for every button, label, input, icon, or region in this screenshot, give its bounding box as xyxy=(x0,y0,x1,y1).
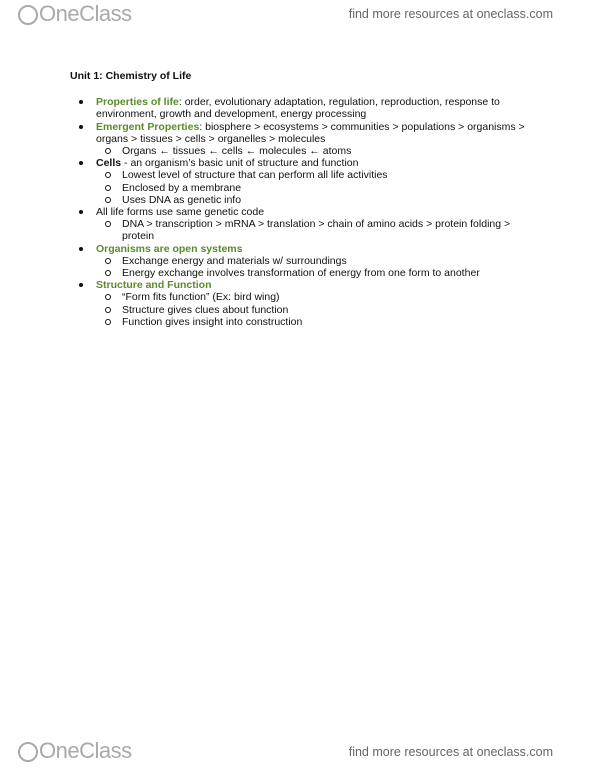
sub-list-item: Structure gives clues about function xyxy=(96,304,540,316)
document-title: Unit 1: Chemistry of Life xyxy=(70,70,192,82)
outline-item-text: : order, evolutionary adaptation, regulation, reproduction, response to environment, growth and development, energy processing xyxy=(96,96,500,121)
outline-item-text: - an organism’s basic unit of structure and function xyxy=(121,157,359,170)
sub-list-container xyxy=(70,145,540,157)
sub-list xyxy=(96,218,540,242)
outline-item-text: All life forms use same genetic code xyxy=(96,206,265,219)
outline-list xyxy=(70,96,540,328)
outline-item-heading: Cells xyxy=(96,157,122,170)
sub-list-container xyxy=(70,218,540,242)
sub-list xyxy=(96,169,540,206)
oneclass-logo-footer xyxy=(18,738,132,764)
outline-item-heading: Organisms are open systems xyxy=(96,242,243,255)
sub-list-item: “Form fits function” (Ex: bird wing) xyxy=(96,291,540,303)
sub-list-item: Function gives insight into construction xyxy=(96,316,540,328)
sub-list xyxy=(96,145,540,157)
outline-item-heading: Structure and Function xyxy=(96,279,212,292)
sub-list xyxy=(96,291,540,328)
oneclass-logo-icon xyxy=(18,5,38,25)
sub-list-item: Lowest level of structure that can perform all life activities xyxy=(96,169,540,181)
outline-item-heading: Properties of life xyxy=(96,96,179,109)
sub-list-container xyxy=(70,169,540,206)
outline-item-heading: Emergent Properties xyxy=(96,120,200,133)
outline-item-text: : biosphere > ecosystems > communities > populations > organisms > organs > tissues > cells > organelles > molecules xyxy=(96,120,525,145)
sub-list xyxy=(96,255,540,279)
sub-list-item: Uses DNA as genetic info xyxy=(96,194,540,206)
sub-list-item: Organs ← tissues ← cells ← molecules ← atoms xyxy=(96,145,540,157)
outline-item xyxy=(70,206,540,218)
outline-item xyxy=(70,157,540,169)
sub-list-item: DNA > transcription > mRNA > translation > chain of amino acids > protein folding > protein xyxy=(96,218,540,242)
outline-item xyxy=(70,279,540,291)
header-resources-link[interactable]: find more resources at oneclass.com xyxy=(348,7,553,21)
sub-list-container xyxy=(70,291,540,328)
sub-list-item: Energy exchange involves transformation of energy from one form to another xyxy=(96,267,540,279)
oneclass-logo xyxy=(18,1,132,27)
footer-resources-link[interactable]: find more resources at oneclass.com xyxy=(348,745,553,759)
outline-item xyxy=(70,96,540,120)
logo-text: OneClass xyxy=(39,1,132,26)
sub-list-container xyxy=(70,255,540,279)
sub-list-item: Enclosed by a membrane xyxy=(96,182,540,194)
outline-item xyxy=(70,243,540,255)
sub-list-item: Exchange energy and materials w/ surroundings xyxy=(96,255,540,267)
document-body xyxy=(70,70,540,328)
outline-item xyxy=(70,121,540,145)
logo-text: OneClass xyxy=(39,738,132,763)
oneclass-logo-icon xyxy=(18,742,38,762)
